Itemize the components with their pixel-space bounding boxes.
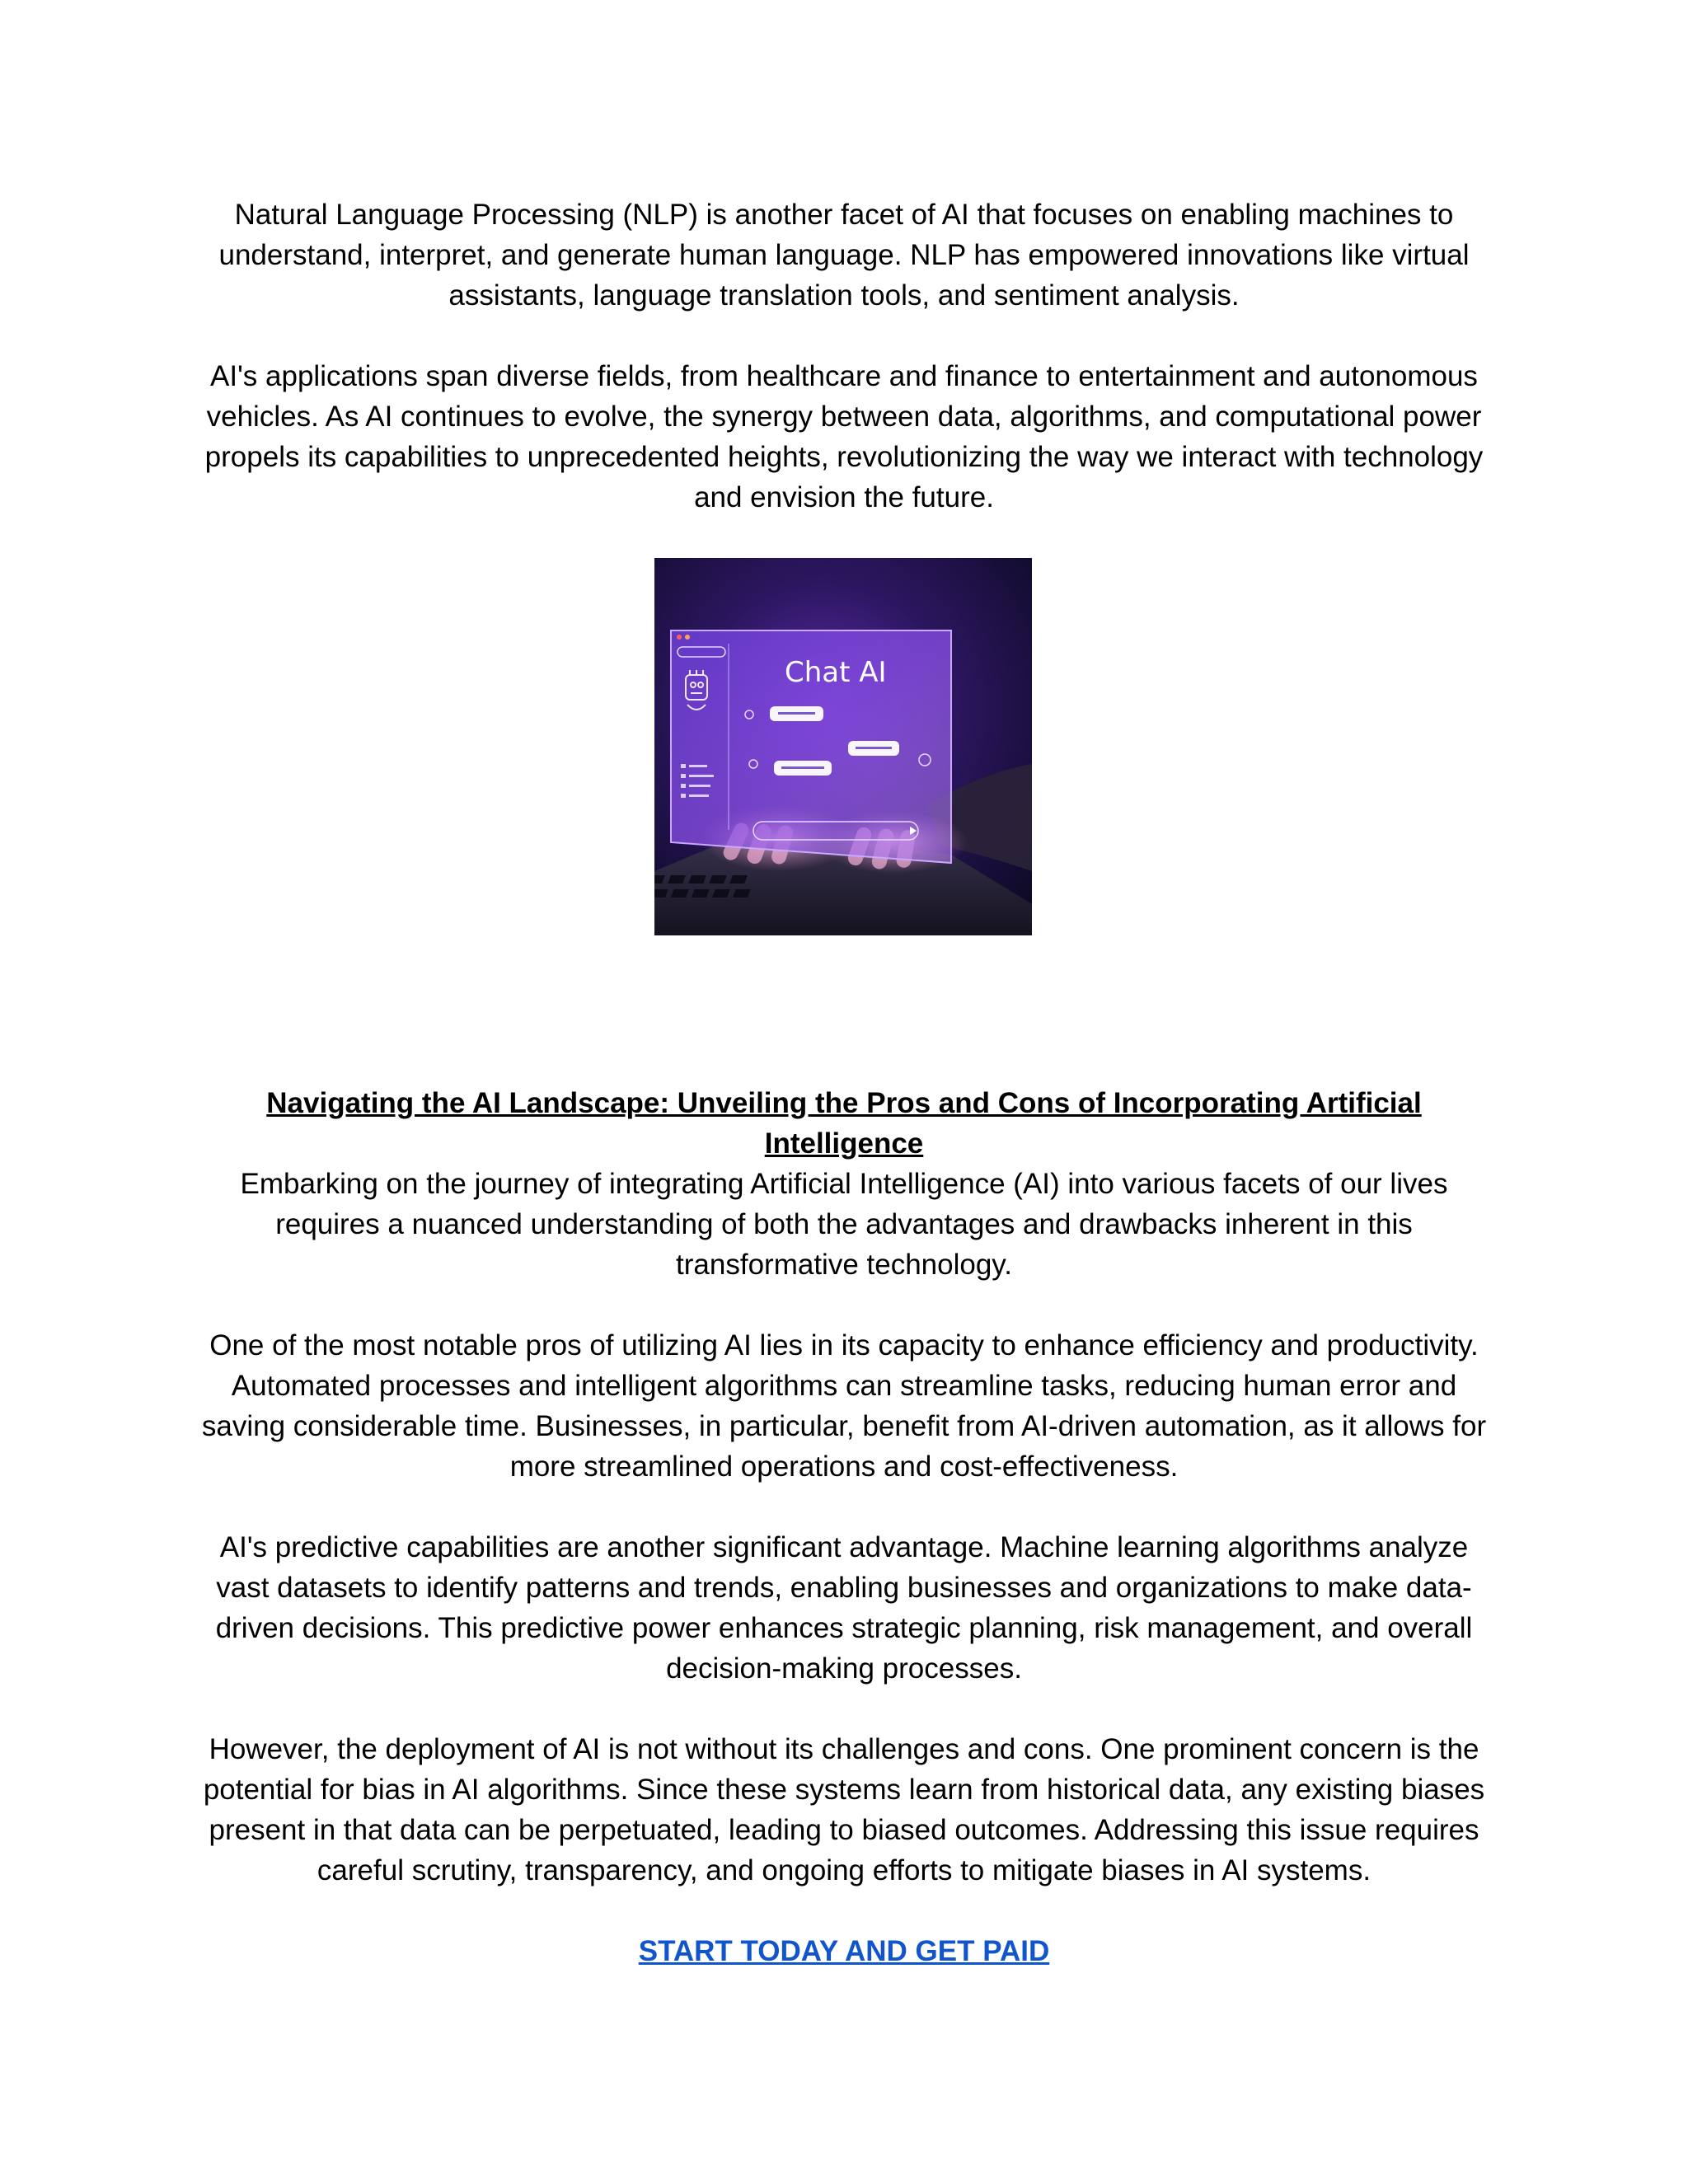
paragraph-applications: AI's applications span diverse fields, from healthcare and finance to entertainment and autonomous vehicles. As AI continues to evolve, the synergy between data, algorithms, and computational power propels its capabilities to unprecedented heights, revolutionizing the way we interact with technology and envision the future.: [204, 360, 1484, 513]
paragraph-nlp: Natural Language Processing (NLP) is another facet of AI that focuses on enabling machines to understand, interpret, and generate human language. NLP has empowered innovations like virtual assistants, language translation tools, and sentiment analysis.: [218, 199, 1470, 312]
section-heading: Navigating the AI Landscape: Unveiling the Pros and Cons of Incorporating Artificial Intelligence: [266, 1087, 1422, 1160]
paragraph-pros-predictive: AI's predictive capabilities are another significant advantage. Machine learning algorithms analyze vast datasets to identify patterns and trends, enabling businesses and organizations to make data-driven decisions. This predictive power enhances strategic planning, risk management, and overall decision-making processes.: [215, 1531, 1473, 1685]
paragraph-pros-efficiency: One of the most notable pros of utilizing AI lies in its capacity to enhance efficiency and productivity. Automated processes and intelligent algorithms can streamline tasks, reducing human error and saving considerable time. Businesses, in particular, benefit from AI-driven automation, as it allows for more streamlined operations and cost-effectiveness.: [201, 1329, 1487, 1483]
chat-ai-title: Chat AI: [785, 656, 887, 689]
figure-container: [198, 558, 1490, 1043]
paragraph-intro: Embarking on the journey of integrating Artificial Intelligence (AI) into various facets of our lives requires a nuanced understanding of both the advantages and drawbacks inherent in this transformative technology.: [240, 1168, 1448, 1281]
paragraph-cons-bias: However, the deployment of AI is not without its challenges and cons. One prominent concern is the potential for bias in AI algorithms. Since these systems learn from historical data, any existing biases present in that data can be perpetuated, leading to biased outcomes. Addressing this issue requires careful scrutiny, transparency, and ongoing efforts to mitigate biases in AI systems.: [203, 1733, 1485, 1886]
document-page: [198, 194, 1490, 1971]
chat-ai-illustration: [654, 558, 1032, 935]
start-today-link[interactable]: START TODAY AND GET PAID: [638, 1935, 1050, 1967]
